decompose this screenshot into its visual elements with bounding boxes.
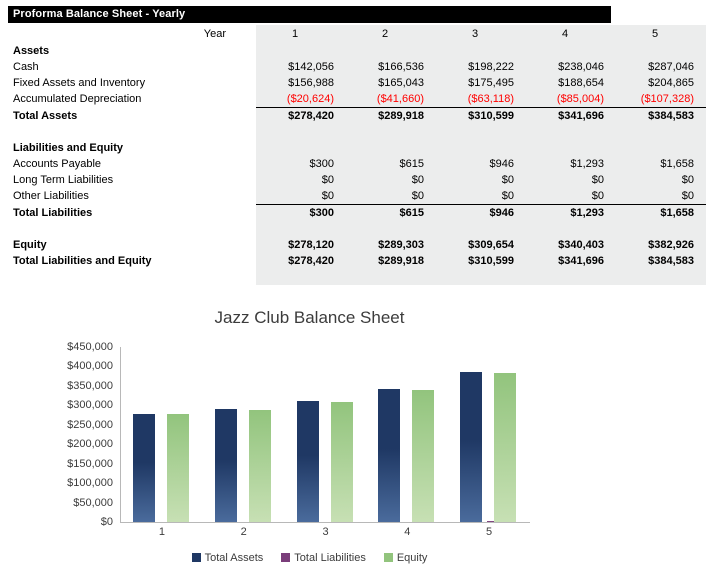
table-cell-empty [616,140,706,156]
table-cell-value: $384,583 [616,108,706,125]
chart-y-tick-label: $400,000 [67,360,113,373]
table-cell-value: $289,918 [346,108,436,125]
table-cell-value: $341,696 [526,108,616,125]
table-cell-value: $1,293 [526,205,616,222]
chart-plot-area [120,347,530,523]
chart-y-tick-label: $100,000 [67,477,113,490]
chart-y-tick-label: $450,000 [67,341,113,353]
table-cell-value: $0 [436,172,526,188]
table-cell-empty [436,124,526,140]
chart-bar [331,402,353,522]
balance-sheet-chart [8,300,611,577]
table-cell-empty [616,124,706,140]
table-cell-empty [256,124,346,140]
table-section-heading-row [8,140,706,156]
legend-label: Total Liabilities [294,552,366,564]
chart-x-tick-label: 4 [404,526,411,538]
table-cell-value: $384,583 [616,253,706,269]
table-cell-value: $382,926 [616,237,706,253]
table-header-year: Year [203,28,226,40]
chart-x-tick-label: 1 [158,526,165,538]
chart-x-tick-label: 3 [322,526,329,538]
table-cell-empty [616,221,706,237]
table-cell-value: ($85,004) [526,91,616,108]
table-cell-value: $142,056 [256,59,346,75]
chart-bar [215,409,237,522]
table-spacer-row [8,124,706,140]
table-row [8,172,706,188]
table-cell-value: ($107,328) [616,91,706,108]
table-cell-value: $198,222 [436,59,526,75]
table-cell-value: $165,043 [346,75,436,91]
table-cell-value: $615 [346,205,436,222]
table-cell-value: $204,865 [616,75,706,91]
chart-y-tick-label: $150,000 [67,457,113,470]
table-bottom-pad-row [8,269,706,285]
table-cell-value: $0 [256,188,346,205]
table-cell-value: $615 [346,156,436,172]
table-cell-value: ($63,118) [436,91,526,108]
table-section-heading: Assets [13,45,50,57]
table-cell-label [8,221,256,237]
table-cell-value: $289,918 [346,253,436,269]
table-row [8,188,706,205]
chart-legend-item[interactable] [281,552,366,564]
table-cell-value: $0 [526,188,616,205]
legend-label: Equity [396,552,428,564]
table-header-col-4: 4 [526,25,616,43]
table-grand-total-row [8,253,706,269]
table-cell-value: $340,403 [526,237,616,253]
chart-bar [412,390,434,522]
table-cell-label: Other Liabilities [13,190,89,203]
legend-swatch-icon [281,553,290,562]
table-cell-label: Equity [13,239,47,251]
table-cell-value: $188,654 [526,75,616,91]
table-cell-value: $166,536 [346,59,436,75]
chart-x-tick-label: 2 [240,526,247,538]
chart-x-tick-label: 5 [486,526,493,538]
chart-bar [133,414,155,522]
table-cell-empty [616,43,706,59]
table-cell-label: Accumulated Depreciation [13,93,142,106]
table-cell-value: $175,495 [436,75,526,91]
table-cell-value: $300 [256,205,346,222]
chart-y-tick-label: $50,000 [73,496,113,509]
chart-y-tick-label: $200,000 [67,438,113,451]
table-cell-empty [346,124,436,140]
table-cell-empty [346,140,436,156]
table-cell-value: $0 [346,172,436,188]
table-cell-empty [346,221,436,237]
table-cell-label: Total Assets [13,109,78,122]
chart-bar [167,414,189,522]
table-cell-empty [256,43,346,59]
chart-title: Jazz Club Balance Sheet [214,308,405,327]
table-cell-label: Total Liabilities and Equity [13,255,152,267]
table-cell-empty [526,124,616,140]
table-cell-label: Cash [13,61,39,73]
table-cell-value: $278,120 [256,237,346,253]
table-cell-empty [526,269,616,285]
chart-y-tick-label: $250,000 [67,418,113,431]
table-cell-value: $300 [256,156,346,172]
table-total-row [8,108,706,125]
table-cell-value: $946 [436,205,526,222]
table-section-heading-row [8,43,706,59]
chart-legend-item[interactable] [192,552,264,564]
chart-bar [494,373,516,522]
table-cell-empty [256,140,346,156]
table-cell-empty [526,221,616,237]
table-cell-value: $0 [436,188,526,205]
chart-y-tick-label: $0 [100,516,113,528]
chart-y-tick-label: $350,000 [67,379,113,392]
table-cell-value: $278,420 [256,108,346,125]
table-row [8,59,706,75]
table-cell-label: Accounts Payable [13,158,102,170]
table-cell-value: $310,599 [436,108,526,125]
table-header-row [8,25,706,43]
table-cell-empty [526,140,616,156]
table-cell-label: Long Term Liabilities [13,174,114,186]
legend-swatch-icon [192,553,201,562]
chart-x-axis-labels [120,526,530,542]
table-header-col-3: 3 [436,25,526,43]
table-cell-value: $1,658 [616,156,706,172]
table-cell-value: $0 [346,188,436,205]
table-cell-value: $156,988 [256,75,346,91]
table-cell-value: $310,599 [436,253,526,269]
table-cell-value: $0 [616,172,706,188]
table-cell-label: Total Liabilities [13,206,93,219]
table-cell-value: $0 [526,172,616,188]
table-cell-value: $309,654 [436,237,526,253]
chart-bar [378,389,400,522]
table-cell-value: $0 [256,172,346,188]
table-cell-empty [346,43,436,59]
table-cell-value: $1,293 [526,156,616,172]
table-cell-label [8,269,256,285]
table-cell-value: $0 [616,188,706,205]
table-cell-empty [256,221,346,237]
table-header-col-5: 5 [616,25,706,43]
table-cell-value: $287,046 [616,59,706,75]
table-header-col-1: 1 [256,25,346,43]
table-cell-empty [436,221,526,237]
table-cell-label [8,124,256,140]
table-total-row [8,205,706,222]
chart-y-tick-label: $300,000 [67,399,113,412]
balance-sheet-table [8,25,706,285]
legend-label: Total Assets [204,552,264,564]
table-section-heading: Liabilities and Equity [13,142,124,154]
table-cell-value: $946 [436,156,526,172]
table-cell-value: ($41,660) [346,91,436,108]
table-cell-empty [346,269,436,285]
table-cell-value: $289,303 [346,237,436,253]
table-cell-empty [436,43,526,59]
sheet-title-bar: Proforma Balance Sheet - Yearly [8,6,611,23]
table-cell-empty [436,140,526,156]
table-cell-value: $1,658 [616,205,706,222]
table-cell-value: ($20,624) [256,91,346,108]
table-row [8,156,706,172]
table-spacer-row [8,221,706,237]
table-cell-value: $238,046 [526,59,616,75]
balance-sheet-table-wrapper [8,25,694,285]
legend-swatch-icon [384,553,393,562]
table-cell-label: Fixed Assets and Inventory [13,77,146,89]
table-row [8,91,706,108]
table-cell-empty [256,269,346,285]
table-cell-value: $278,420 [256,253,346,269]
chart-legend-item[interactable] [384,552,428,564]
chart-bar [249,410,271,523]
table-cell-empty [436,269,526,285]
table-equity-row [8,237,706,253]
chart-bar [460,372,482,522]
table-header-col-2: 2 [346,25,436,43]
chart-legend [8,552,611,564]
chart-y-axis-labels [8,340,113,530]
table-row [8,75,706,91]
chart-bar [297,401,319,522]
table-cell-empty [526,43,616,59]
table-cell-empty [616,269,706,285]
table-cell-value: $341,696 [526,253,616,269]
